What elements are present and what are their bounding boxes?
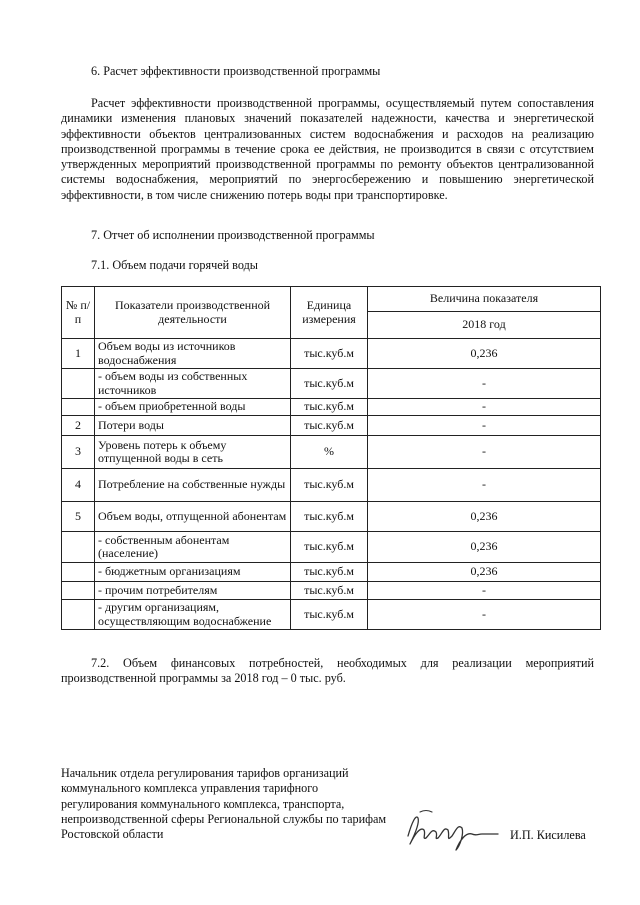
table-row xyxy=(62,469,601,502)
table-row xyxy=(62,369,601,399)
row-value: - xyxy=(368,369,601,399)
signatory-name: И.П. Кисилева xyxy=(510,828,586,842)
row-unit: тыс.куб.м xyxy=(291,532,368,563)
row-num xyxy=(62,532,95,563)
row-name: - объем приобретенной воды xyxy=(95,399,291,416)
row-name: - объем воды из собственных источников xyxy=(95,369,291,399)
row-unit: тыс.куб.м xyxy=(291,563,368,582)
row-unit: тыс.куб.м xyxy=(291,369,368,399)
section-7-title: 7. Отчет об исполнении производственной программы xyxy=(91,228,375,242)
row-value: 0,236 xyxy=(368,532,601,563)
row-num xyxy=(62,582,95,600)
header-value-group: Величина показателя xyxy=(368,287,601,312)
row-num: 5 xyxy=(62,502,95,532)
row-name: - прочим потребителям xyxy=(95,582,291,600)
row-unit: тыс.куб.м xyxy=(291,600,368,630)
row-name: - бюджетным организациям xyxy=(95,563,291,582)
row-num xyxy=(62,399,95,416)
table-row xyxy=(62,532,601,563)
row-name: Потребление на собственные нужды xyxy=(95,469,291,502)
signatory-position: Начальник отдела регулирования тарифов организаций коммунального комплекса управления тарифного регулирования коммунального комплекса, транспорта, непроизводственной сферы Региональной службы по тарифам Ростовской области xyxy=(61,766,387,842)
table-row xyxy=(62,436,601,469)
row-name: - собственным абонентам (население) xyxy=(95,532,291,563)
row-num: 1 xyxy=(62,339,95,369)
row-name: Объем воды из источников водоснабжения xyxy=(95,339,291,369)
table-row xyxy=(62,416,601,436)
table-row xyxy=(62,582,601,600)
header-indicator: Показатели производственной деятельности xyxy=(95,287,291,339)
row-num xyxy=(62,369,95,399)
section-6-title: 6. Расчет эффективности производственной программы xyxy=(91,64,381,78)
row-unit: тыс.куб.м xyxy=(291,469,368,502)
row-value: 0,236 xyxy=(368,563,601,582)
hot-water-table xyxy=(61,286,601,630)
table-row xyxy=(62,600,601,630)
header-num: № п/п xyxy=(62,287,95,339)
row-unit: тыс.куб.м xyxy=(291,399,368,416)
header-year: 2018 год xyxy=(368,312,601,339)
handwritten-signature xyxy=(402,806,502,852)
table-row xyxy=(62,399,601,416)
row-value: - xyxy=(368,399,601,416)
row-name: Потери воды xyxy=(95,416,291,436)
row-value: 0,236 xyxy=(368,502,601,532)
header-unit: Единица измерения xyxy=(291,287,368,339)
row-name: Уровень потерь к объему отпущенной воды в сеть xyxy=(95,436,291,469)
row-unit: тыс.куб.м xyxy=(291,416,368,436)
table-row xyxy=(62,502,601,532)
row-value: - xyxy=(368,600,601,630)
section-7-2-paragraph: 7.2. Объем финансовых потребностей, необходимых для реализации мероприятий производственной программы за 2018 год – 0 тыс. руб. xyxy=(61,656,594,686)
row-name: - другим организациям, осуществляющим водоснабжение xyxy=(95,600,291,630)
row-num: 3 xyxy=(62,436,95,469)
row-unit: тыс.куб.м xyxy=(291,502,368,532)
row-value: - xyxy=(368,416,601,436)
row-num xyxy=(62,600,95,630)
row-num xyxy=(62,563,95,582)
section-7-1-title: 7.1. Объем подачи горячей воды xyxy=(91,258,258,272)
row-value: - xyxy=(368,582,601,600)
row-value: - xyxy=(368,436,601,469)
row-num: 2 xyxy=(62,416,95,436)
row-unit: % xyxy=(291,436,368,469)
section-6-paragraph: Расчет эффективности производственной программы, осуществляемый путем сопоставления динамики изменения плановых значений показателей надежности, качества и энергетической эффективности объектов централизованных систем водоснабжения и расходов на реализацию производственной программы в течение срока ее действия, не производится в связи с отсутствием утвержденных мероприятий производственной программы по ремонту объектов централизованной системы водоснабжения, мероприятий по энергосбережению и повышению энергетической эффективности, в том числе снижению потерь воды при транспортировке. xyxy=(61,96,594,202)
row-value: - xyxy=(368,469,601,502)
row-num: 4 xyxy=(62,469,95,502)
table-row xyxy=(62,563,601,582)
row-unit: тыс.куб.м xyxy=(291,582,368,600)
table-row xyxy=(62,339,601,369)
row-value: 0,236 xyxy=(368,339,601,369)
row-unit: тыс.куб.м xyxy=(291,339,368,369)
row-name: Объем воды, отпущенной абонентам xyxy=(95,502,291,532)
